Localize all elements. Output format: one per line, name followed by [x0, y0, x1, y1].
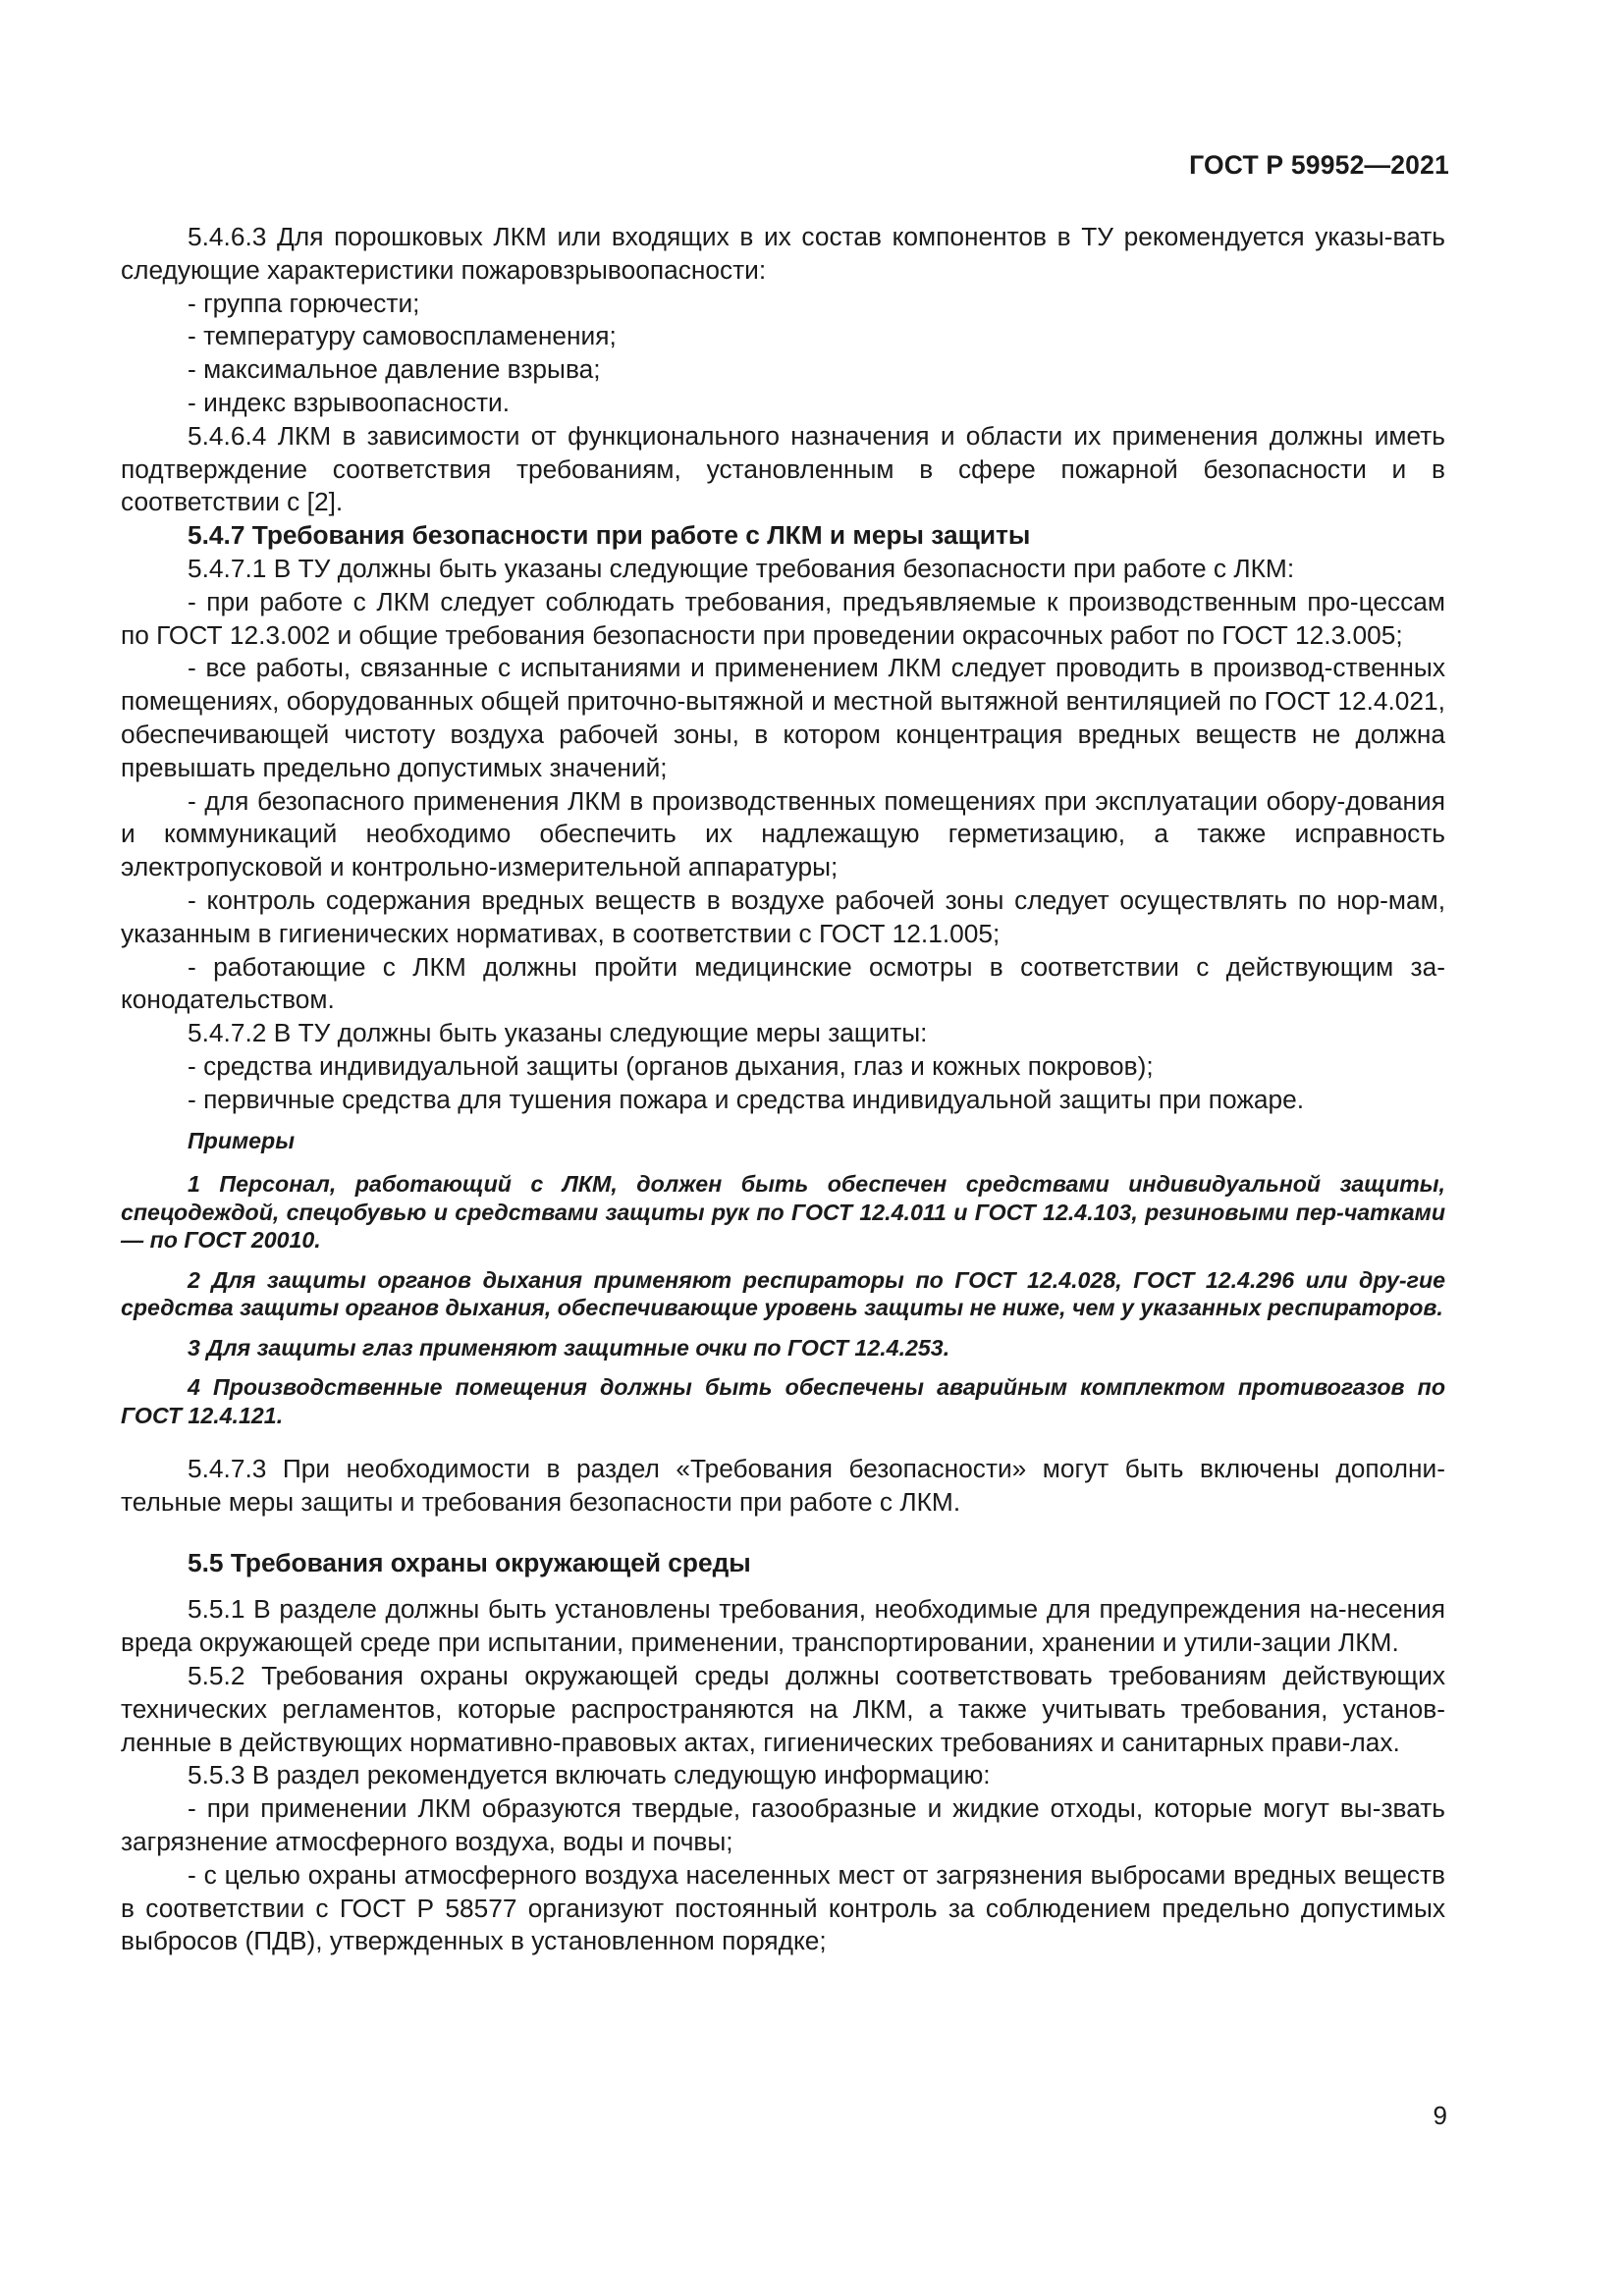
list-item: - при работе с ЛКМ следует соблюдать требования, предъявляемые к производственным про-цессам по ГОСТ 12.3.002 и общие требования безопасности при проведении окрасочных работ по ГОСТ 12.3.005;	[121, 586, 1445, 650]
example-item: 3 Для защиты глаз применяют защитные очки по ГОСТ 12.4.253.	[188, 1334, 950, 1361]
list-item: - для безопасного применения ЛКМ в производственных помещениях при эксплуатации обору-дования и коммуникаций необходимо обеспечить их надлежащую герметизацию, а также исправность электропусковой и контрольно-измерительной аппаратуры;	[121, 785, 1445, 882]
list-item: - индекс взрывоопасности.	[188, 387, 511, 417]
standard-id: ГОСТ Р 59952—2021	[1189, 150, 1449, 180]
subsection-heading-5-4-7: 5.4.7 Требования безопасности при работе с ЛКМ и меры защиты	[188, 520, 1031, 551]
paragraph-5-4-6-4: 5.4.6.4 ЛКМ в зависимости от функционального назначения и области их применения должны иметь подтверждение соответствия требованиям, установленным в сфере пожарной безопасности и в соответствии с [2].	[121, 420, 1445, 517]
list-item: - контроль содержания вредных веществ в воздухе рабочей зоны следует осуществлять по нор-мам, указанным в гигиенических нормативах, в соответствии с ГОСТ 12.1.005;	[121, 884, 1445, 948]
example-item: 1 Персонал, работающий с ЛКМ, должен быть обеспечен средствами индивидуальной защиты, спецодеждой, спецобувью и средствами защиты рук по ГОСТ 12.4.011 и ГОСТ 12.4.103, резиновыми пер-чатками — по ГОСТ 20010.	[121, 1171, 1445, 1254]
list-item: - работающие с ЛКМ должны пройти медицинские осмотры в соответствии с действующим за-конодательством.	[121, 951, 1445, 1015]
example-item: 4 Производственные помещения должны быть обеспечены аварийным комплектом противогазов по ГОСТ 12.4.121.	[121, 1374, 1445, 1428]
example-item: 2 Для защиты органов дыхания применяют респираторы по ГОСТ 12.4.028, ГОСТ 12.4.296 или дру-гие средства защиты органов дыхания, обеспечивающие уровень защиты не ниже, чем у указанных респираторов.	[121, 1266, 1445, 1321]
paragraph-5-4-6-3: 5.4.6.3 Для порошковых ЛКМ или входящих в их состав компонентов в ТУ рекомендуется указы-вать следующие характеристики пожаровзрывоопасности:	[121, 222, 1445, 285]
paragraph-5-4-7-2: 5.4.7.2 В ТУ должны быть указаны следующие меры защиты:	[188, 1018, 928, 1048]
list-item: - первичные средства для тушения пожара и средства индивидуальной защиты при пожаре.	[188, 1084, 1305, 1114]
document-header	[1189, 150, 1449, 181]
list-item: - при применении ЛКМ образуются твердые, газообразные и жидкие отходы, которые могут вы-звать загрязнение атмосферного воздуха, воды и почвы;	[121, 1793, 1445, 1856]
page-number: 9	[1433, 2101, 1447, 2130]
paragraph-5-5-3: 5.5.3 В раздел рекомендуется включать следующую информацию:	[188, 1760, 991, 1790]
list-item: - температуру самовоспламенения;	[188, 321, 617, 351]
list-item: - с целью охраны атмосферного воздуха населенных мест от загрязнения выбросами вредных веществ в соответствии с ГОСТ Р 58577 организуют постоянный контроль за соблюдением предельно допустимых выбросов (ПДВ), утвержденных в установленном порядке;	[121, 1859, 1445, 1956]
list-item: - группа горючести;	[188, 288, 420, 318]
list-item: - средства индивидуальной защиты (органов дыхания, глаз и кожных покровов);	[188, 1050, 1154, 1081]
page-content	[121, 221, 1445, 1958]
examples-block	[121, 1127, 1445, 1430]
paragraph-5-4-7-1: 5.4.7.1 В ТУ должны быть указаны следующие требования безопасности при работе с ЛКМ:	[188, 553, 1295, 583]
paragraph-5-4-7-3: 5.4.7.3 При необходимости в раздел «Требования безопасности» могут быть включены дополни-тельные меры защиты и требования безопасности при работе с ЛКМ.	[121, 1454, 1445, 1517]
section-heading-5-5: 5.5 Требования охраны окружающей среды	[188, 1547, 751, 1577]
list-item: - максимальное давление взрыва;	[188, 354, 601, 385]
examples-title: Примеры	[188, 1127, 296, 1153]
paragraph-5-5-1: 5.5.1 В разделе должны быть установлены требования, необходимые для предупреждения на-несения вреда окружающей среде при испытании, применении, транспортировании, хранении и утили-зации ЛКМ.	[121, 1594, 1445, 1658]
paragraph-5-5-2: 5.5.2 Требования охраны окружающей среды должны соответствовать требованиям действующих технических регламентов, которые распространяются на ЛКМ, а также учитывать требования, установ-ленные в действующих нормативно-правовых актах, гигиенических требованиях и санитарных прави-лах.	[121, 1661, 1445, 1757]
list-item: - все работы, связанные с испытаниями и применением ЛКМ следует проводить в производ-ственных помещениях, оборудованных общей приточно-вытяжной и местной вытяжной вентиляцией по ГОСТ 12.4.021, обеспечивающей чистоту воздуха рабочей зоны, в котором концентрация вредных веществ не должна превышать предельно допустимых значений;	[121, 653, 1445, 782]
